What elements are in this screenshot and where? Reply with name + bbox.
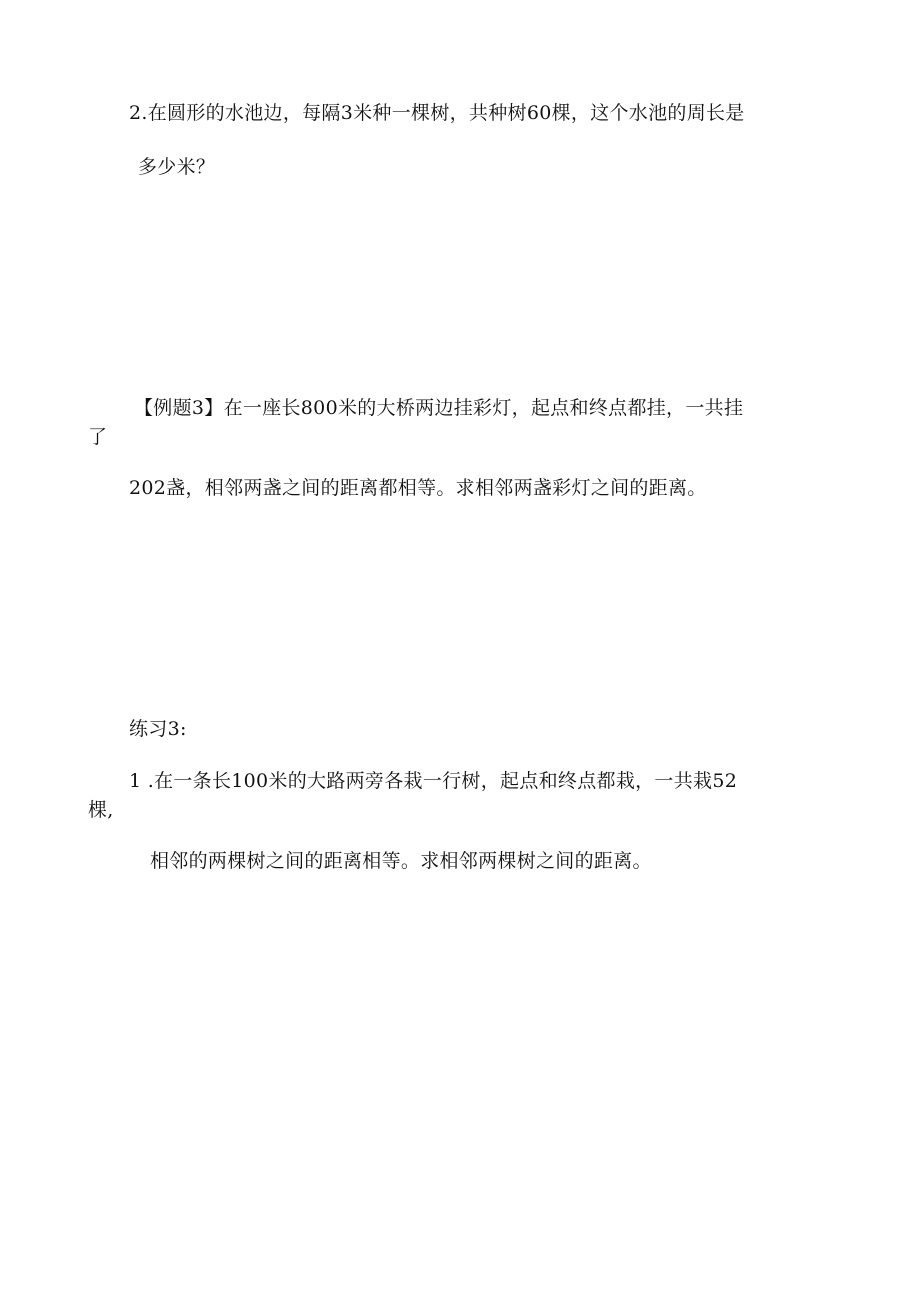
problem-2-line-2: 多少米？ [138, 156, 216, 178]
example-3-line-1-wrap: 了 [88, 426, 108, 448]
practice-3-item-1-line-2: 相邻的两棵树之间的距离相等。求相邻两棵树之间的距离。 [150, 850, 652, 872]
practice-3-item-1-line-1: 1 .在一条长100米的大路两旁各栽一行树，起点和终点都栽，一共栽52 [129, 770, 738, 792]
example-3-line-1: 【例题3】在一座长800米的大桥两边挂彩灯，起点和终点都挂，一共挂 [134, 397, 744, 419]
problem-2-line-1: 2.在圆形的水池边，每隔3米种一棵树，共种树60棵，这个水池的周长是 [129, 102, 745, 124]
practice-3-heading: 练习3: [129, 718, 187, 740]
practice-3-item-1-wrap: 棵, [88, 799, 114, 821]
example-3-line-2: 202盏，相邻两盏之间的距离都相等。求相邻两盏彩灯之间的距离。 [129, 477, 707, 499]
